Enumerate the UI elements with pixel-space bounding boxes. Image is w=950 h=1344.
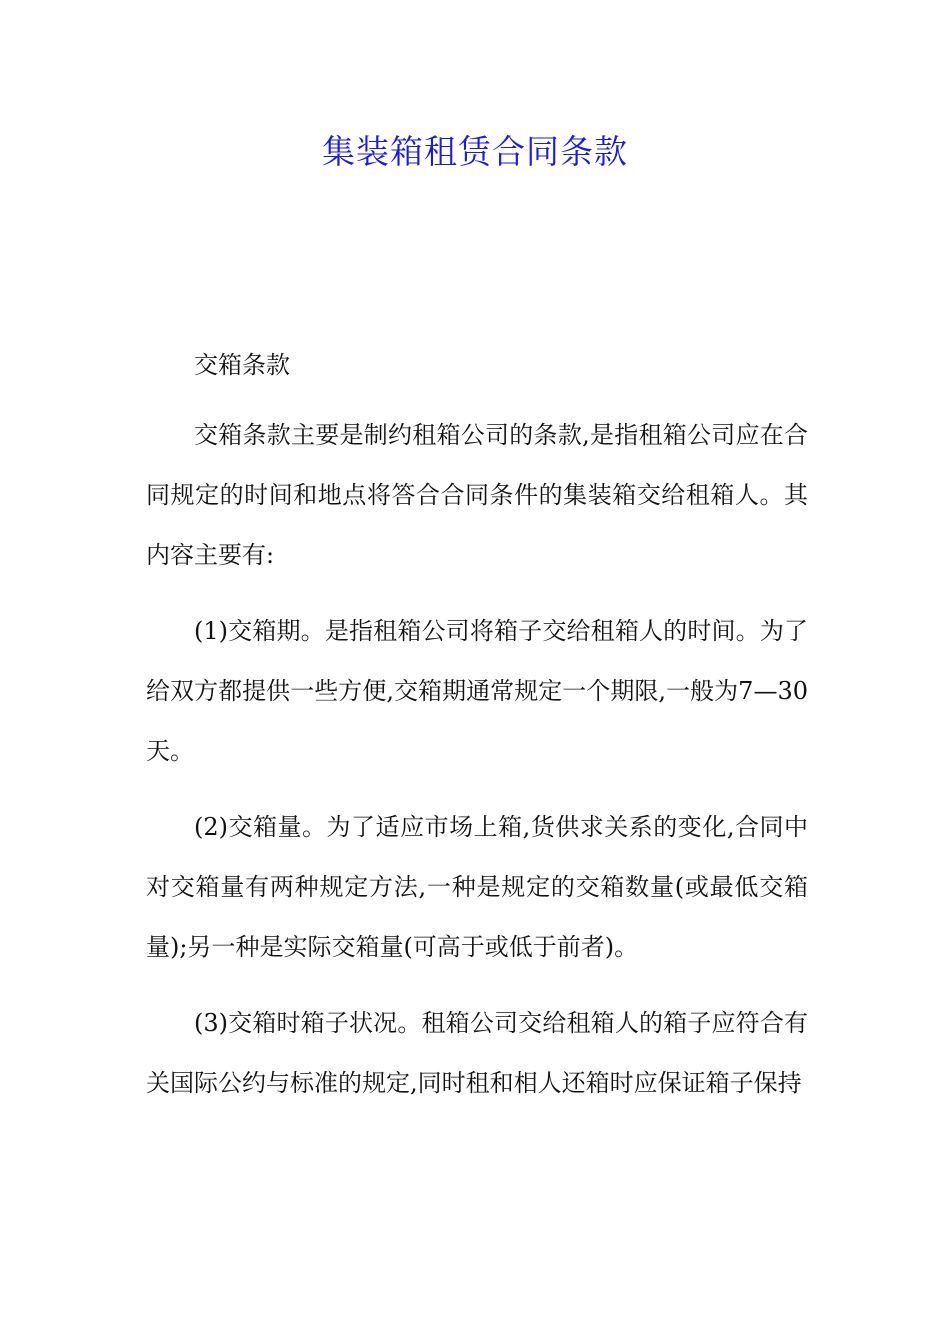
paragraph-container-condition: (3)交箱时箱子状况。租箱公司交给租箱人的箱子应符合有关国际公约与标准的规定,同时租和相人还箱时应保证箱子保持 [146, 1009, 808, 1097]
paragraph-delivery-period: (1)交箱期。是指租箱公司将箱子交给租箱人的时间。为了给双方都提供一些方便,交箱期通常规定一个期限,一般为7—30天。 [146, 617, 808, 765]
document-title: 集装箱租赁合同条款 [322, 132, 628, 171]
document-body [146, 335, 808, 1129]
paragraph-intro: 交箱条款主要是制约租箱公司的条款,是指租箱公司应在合同规定的时间和地点将答合合同条件的集装箱交给租箱人。其内容主要有: [146, 421, 808, 569]
section-heading: 交箱条款 [194, 351, 290, 379]
paragraph-delivery-quantity: (2)交箱量。为了适应市场上箱,货供求关系的变化,合同中对交箱量有两种规定方法,一种是规定的交箱数量(或最低交箱量);另一种是实际交箱量(可高于或低于前者)。 [146, 813, 808, 961]
